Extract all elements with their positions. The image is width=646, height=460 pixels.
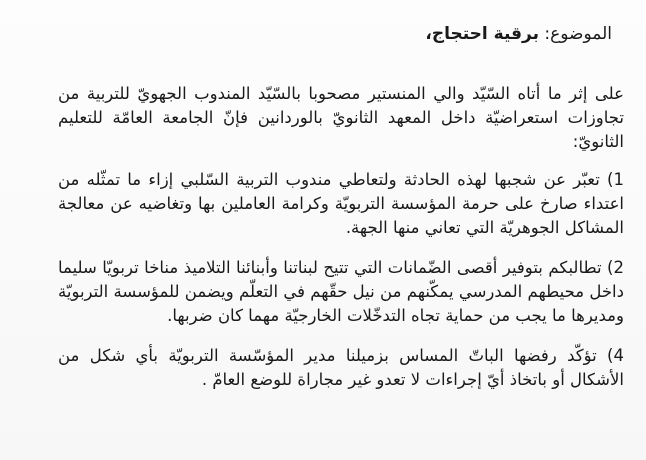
subject-line <box>58 22 624 46</box>
letter-body <box>58 22 624 392</box>
list-item-4: 4) تؤكّد رفضها الباتّ المساس بزميلنا مدير المؤسّسة التربويّة بأي شكل من الأشكال أو باتخاذ أيّ إجراءات لا تعدو غير مجاراة للوضع العامّ . <box>58 346 624 389</box>
subject-value: برقية احتجاج، <box>425 24 539 44</box>
intro-paragraph: على إثر ما أتاه السّيّد والي المنستير مصحوبا بالسّيّد المندوب الجهويّ للتربية من تجاوزات استعراضيّة داخل المعهد الثانويّ بالوردانين فإنّ الجامعة العامّة للتعليم الثانويّ: <box>58 84 624 151</box>
subject-label: الموضوع: <box>538 24 612 44</box>
list-item-1: 1) تعبّر عن شجبها لهذه الحادثة ولتعاطي مندوب التربية السّلبي إزاء ما تمثّله من اعتداء صارخ على حرمة المؤسسة التربويّة وكرامة العاملين بها وتغاضيه عن معالجة المشاكل الجوهريّة التي تعاني منها الجهة. <box>58 170 624 237</box>
list-item-2: 2) تطالبكم بتوفير أقصى الضّمانات التي تتيح لبناتنا وأبنائنا التلاميذ مناخا تربويّا سليما داخل محيطهم المدرسي يمكّنهم من نيل حقّهم في التعلّم ويضمن للمؤسسة التربويّة ومديرها ما يجب من حماية تجاه التدخّلات الخارجيّة مهما كان ضربها. <box>58 258 624 325</box>
